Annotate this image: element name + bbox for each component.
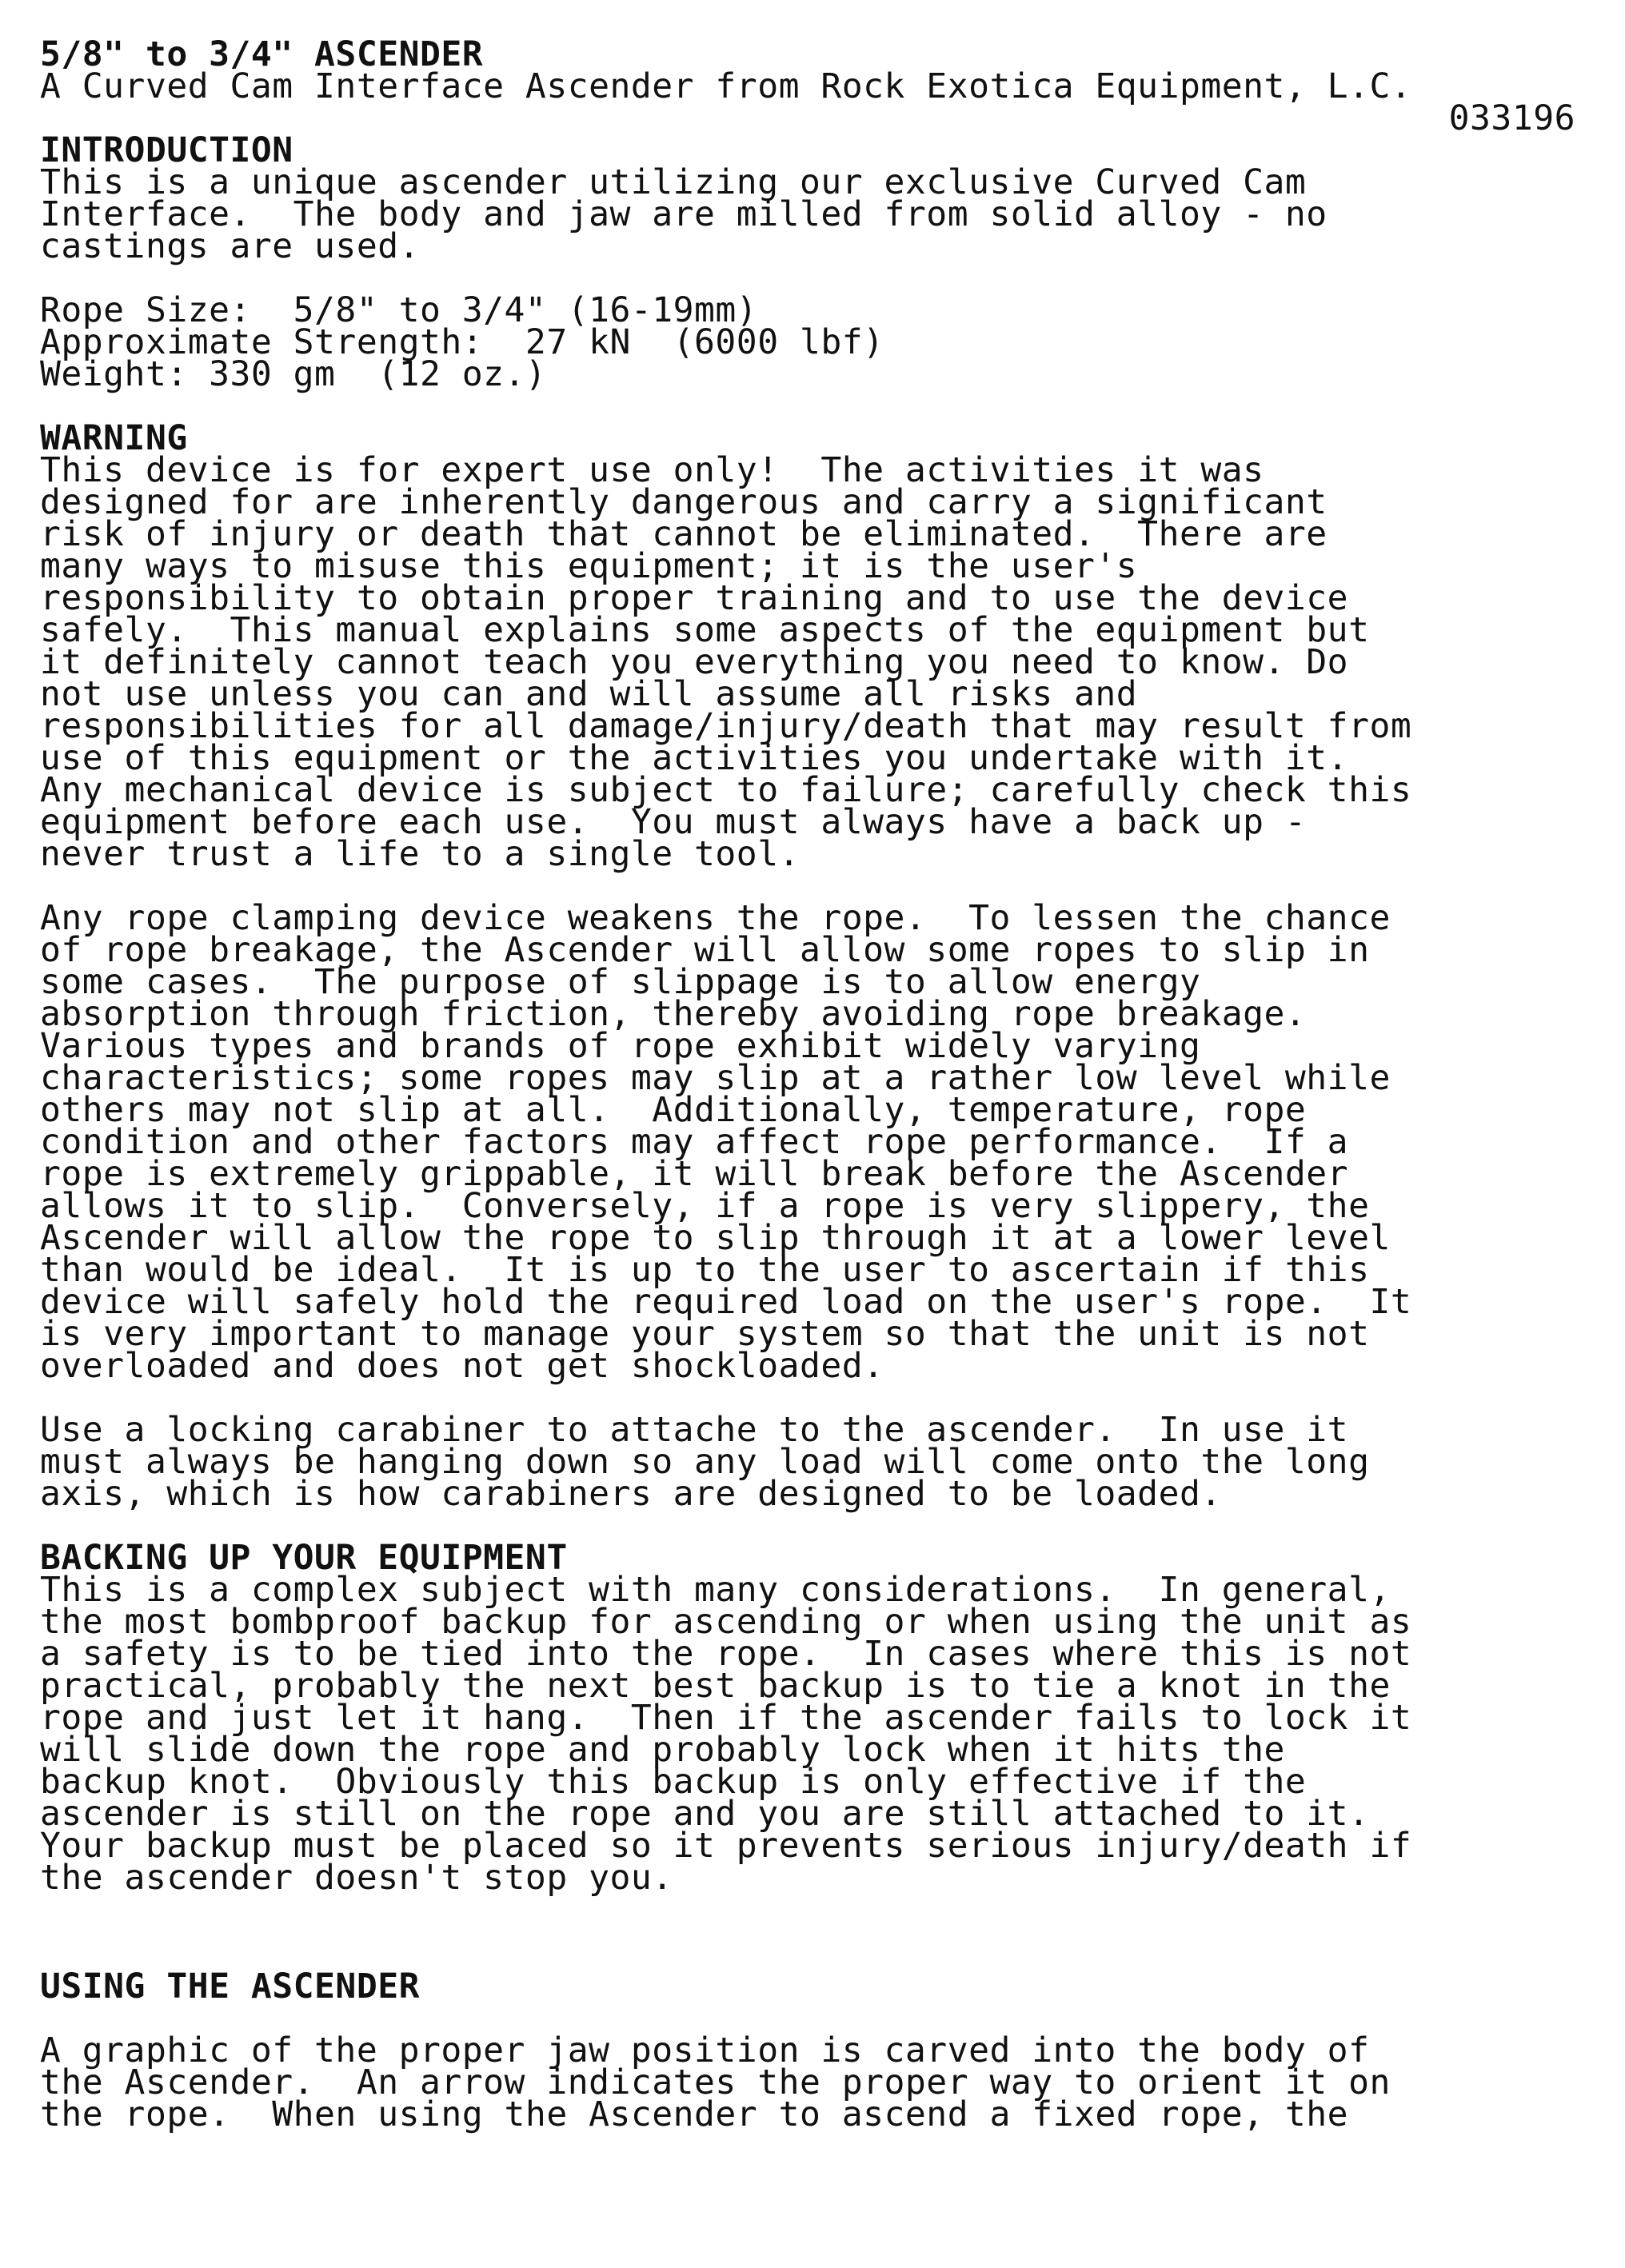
document-title: 5/8" to 3/4" ASCENDER: [40, 34, 484, 74]
using-body: [40, 2030, 1599, 2134]
text-line: must always be hanging down so any load will come onto the long: [40, 1442, 1370, 1482]
text-line: castings are used.: [40, 226, 420, 266]
text-line: Ascender will allow the rope to slip through it at a lower level: [40, 1218, 1391, 1258]
text-line: equipment before each use. You must always have a back up -: [40, 802, 1307, 842]
text-line: ascender is still on the rope and you are still attached to it.: [40, 1794, 1370, 1834]
warning-paragraph-1: [40, 450, 1599, 874]
document-subtitle: A Curved Cam Interface Ascender from Rock Exotica Equipment, L.C.: [40, 66, 1412, 106]
text-line: This is a complex subject with many considerations. In general,: [40, 1570, 1391, 1610]
text-line: the rope. When using the Ascender to ascend a fixed rope, the: [40, 2094, 1349, 2134]
text-line: designed for are inherently dangerous and carry a significant: [40, 482, 1328, 522]
text-line: A graphic of the proper jaw position is carved into the body of: [40, 2030, 1370, 2070]
text-line: is very important to manage your system so that the unit is not: [40, 1314, 1370, 1354]
text-line: practical, probably the next best backup is to tie a knot in the: [40, 1666, 1391, 1706]
text-line: not use unless you can and will assume all risks and: [40, 674, 1138, 714]
backing-up-heading: BACKING UP YOUR EQUIPMENT: [40, 1538, 568, 1578]
warning-paragraph-2: [40, 898, 1599, 1386]
text-line: some cases. The purpose of slippage is to allow energy: [40, 962, 1201, 1002]
text-line: will slide down the rope and probably lock when it hits the: [40, 1730, 1285, 1770]
text-line: use of this equipment or the activities you undertake with it.: [40, 738, 1349, 778]
document-page: [40, 34, 1599, 2134]
text-line: Your backup must be placed so it prevents serious injury/death if: [40, 1826, 1412, 1866]
text-line: absorption through friction, thereby avoiding rope breakage.: [40, 994, 1307, 1034]
text-line: Use a locking carabiner to attache to the ascender. In use it: [40, 1410, 1349, 1450]
warning-heading: WARNING: [40, 418, 188, 458]
text-line: rope and just let it hang. Then if the ascender fails to lock it: [40, 1698, 1412, 1738]
text-line: rope is extremely grippable, it will break before the Ascender: [40, 1154, 1349, 1194]
text-line: responsibility to obtain proper training and to use the device: [40, 578, 1349, 618]
text-line: others may not slip at all. Additionally, temperature, rope: [40, 1090, 1307, 1130]
text-line: safely. This manual explains some aspects of the equipment but: [40, 610, 1370, 650]
text-line: Any mechanical device is subject to failure; carefully check this: [40, 770, 1412, 810]
text-line: it definitely cannot teach you everything you need to know. Do: [40, 642, 1349, 682]
text-line: condition and other factors may affect rope performance. If a: [40, 1122, 1349, 1162]
spec-rope-size: Rope Size: 5/8" to 3/4" (16-19mm): [40, 290, 758, 330]
document-code: 033196: [1448, 98, 1575, 138]
text-line: never trust a life to a single tool.: [40, 834, 800, 874]
text-line: than would be ideal. It is up to the user to ascertain if this: [40, 1250, 1370, 1290]
specs-block: [40, 290, 1599, 394]
text-line: overloaded and does not get shockloaded.: [40, 1346, 884, 1386]
text-line: allows it to slip. Conversely, if a rope is very slippery, the: [40, 1186, 1370, 1226]
text-line: This device is for expert use only! The activities it was: [40, 450, 1264, 490]
text-line: the Ascender. An arrow indicates the proper way to orient it on: [40, 2062, 1391, 2102]
backing-up-body: [40, 1570, 1599, 1898]
text-line: the ascender doesn't stop you.: [40, 1858, 673, 1898]
text-line: the most bombproof backup for ascending or when using the unit as: [40, 1602, 1412, 1642]
text-line: responsibilities for all damage/injury/death that may result from: [40, 706, 1412, 746]
text-line: This is a unique ascender utilizing our exclusive Curved Cam: [40, 162, 1307, 202]
introduction-body: [40, 162, 1599, 266]
text-line: device will safely hold the required load on the user's rope. It: [40, 1282, 1412, 1322]
text-line: a safety is to be tied into the rope. In cases where this is not: [40, 1634, 1412, 1674]
text-line: Interface. The body and jaw are milled from solid alloy - no: [40, 194, 1328, 234]
spec-weight: Weight: 330 gm (12 oz.): [40, 354, 547, 394]
text-line: Any rope clamping device weakens the rope. To lessen the chance: [40, 898, 1391, 938]
text-line: backup knot. Obviously this backup is only effective if the: [40, 1762, 1307, 1802]
introduction-heading: INTRODUCTION: [40, 130, 293, 170]
text-line: characteristics; some ropes may slip at a rather low level while: [40, 1058, 1391, 1098]
text-line: Various types and brands of rope exhibit widely varying: [40, 1026, 1201, 1066]
using-heading: USING THE ASCENDER: [40, 1967, 420, 2006]
text-line: axis, which is how carabiners are designed to be loaded.: [40, 1474, 1222, 1514]
text-line: of rope breakage, the Ascender will allow some ropes to slip in: [40, 930, 1370, 970]
warning-paragraph-3: [40, 1410, 1599, 1514]
text-line: risk of injury or death that cannot be eliminated. There are: [40, 514, 1328, 554]
spec-strength: Approximate Strength: 27 kN (6000 lbf): [40, 322, 884, 362]
text-line: many ways to misuse this equipment; it is the user's: [40, 546, 1138, 586]
